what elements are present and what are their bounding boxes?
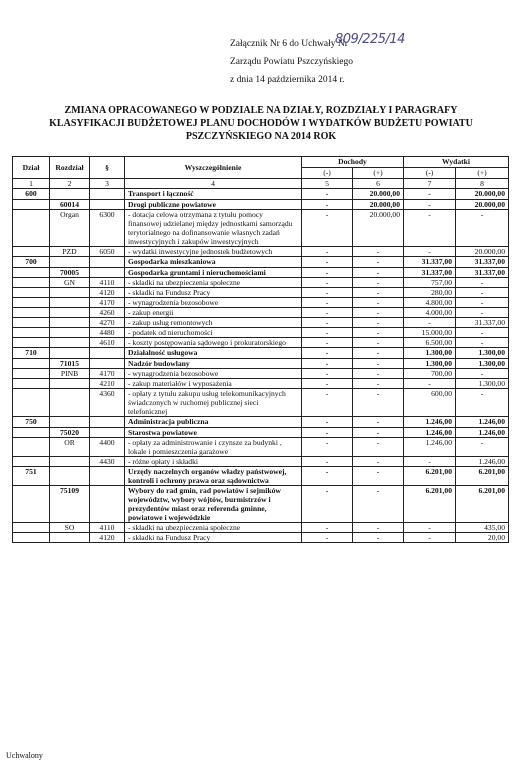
table-row bbox=[13, 308, 509, 318]
cell-description: Wybory do rad gmin, rad powiatów i sejmików województw, wybory wójtów, burmistrzów i prezydentów miast oraz referenda gminne, powiatowe i wojewódzkie bbox=[125, 486, 302, 523]
table-row bbox=[13, 486, 509, 523]
cell-wydatki-plus: 31.337,00 bbox=[456, 257, 509, 268]
cell-dzial: 700 bbox=[13, 257, 50, 268]
table-row bbox=[13, 438, 509, 457]
cell-dochody-plus: 20.000,00 bbox=[353, 189, 404, 200]
cell-dochody-minus: - bbox=[302, 318, 353, 328]
cell-rozdzial: 71015 bbox=[50, 359, 90, 369]
cell-wydatki-minus: - bbox=[404, 189, 456, 200]
table-row bbox=[13, 247, 509, 257]
cell-dochody-minus: - bbox=[302, 379, 353, 389]
table-row bbox=[13, 257, 509, 268]
table-row bbox=[13, 379, 509, 389]
header-wyszczegolnienie: Wyszczególnienie bbox=[125, 157, 302, 179]
cell-paragraf bbox=[90, 348, 125, 359]
cell-dochody-plus: - bbox=[353, 318, 404, 328]
cell-dzial bbox=[13, 328, 50, 338]
cell-dzial bbox=[13, 278, 50, 288]
cell-dzial bbox=[13, 369, 50, 379]
table-row bbox=[13, 369, 509, 379]
cell-dochody-plus: - bbox=[353, 523, 404, 533]
cell-dochody-plus: - bbox=[353, 389, 404, 417]
cell-wydatki-minus: 31.337,00 bbox=[404, 268, 456, 278]
cell-dochody-minus: - bbox=[302, 348, 353, 359]
header-paragraf: § bbox=[90, 157, 125, 179]
cell-dzial: 600 bbox=[13, 189, 50, 200]
cell-description: - podatek od nieruchomości bbox=[125, 328, 302, 338]
cell-dzial bbox=[13, 308, 50, 318]
table-row bbox=[13, 523, 509, 533]
cell-dochody-minus: - bbox=[302, 200, 353, 210]
cell-dochody-plus: - bbox=[353, 438, 404, 457]
cell-paragraf: 4120 bbox=[90, 533, 125, 543]
cell-description: - wydatki inwestycyjne jednostek budżetowych bbox=[125, 247, 302, 257]
cell-rozdzial bbox=[50, 338, 90, 348]
cell-description: - składki na ubezpieczenia społeczne bbox=[125, 278, 302, 288]
cell-wydatki-plus: 1.300,00 bbox=[456, 348, 509, 359]
cell-dochody-plus: - bbox=[353, 417, 404, 428]
cell-wydatki-plus: - bbox=[456, 328, 509, 338]
cell-wydatki-minus: 6.201,00 bbox=[404, 486, 456, 523]
cell-wydatki-minus: 1.300,00 bbox=[404, 359, 456, 369]
cell-dzial bbox=[13, 533, 50, 543]
cell-paragraf: 4120 bbox=[90, 288, 125, 298]
cell-dochody-minus: - bbox=[302, 247, 353, 257]
cell-dzial bbox=[13, 523, 50, 533]
table-row bbox=[13, 467, 509, 486]
cell-dochody-minus: - bbox=[302, 308, 353, 318]
cell-dochody-plus: 20.000,00 bbox=[353, 200, 404, 210]
cell-paragraf: 4170 bbox=[90, 369, 125, 379]
cell-wydatki-minus: - bbox=[404, 200, 456, 210]
cell-wydatki-minus: 1.246,00 bbox=[404, 417, 456, 428]
attachment-label: Załącznik Nr 6 do Uchwały Nr bbox=[230, 39, 348, 49]
cell-paragraf bbox=[90, 486, 125, 523]
cell-dzial bbox=[13, 486, 50, 523]
cell-wydatki-plus: - bbox=[456, 438, 509, 457]
cell-wydatki-minus: - bbox=[404, 523, 456, 533]
table-row bbox=[13, 417, 509, 428]
cell-rozdzial: 75020 bbox=[50, 428, 90, 438]
cell-paragraf: 4360 bbox=[90, 389, 125, 417]
cell-dzial bbox=[13, 298, 50, 308]
header-wydatki-minus: (-) bbox=[404, 168, 456, 179]
cell-dochody-plus: - bbox=[353, 338, 404, 348]
cell-dochody-minus: - bbox=[302, 210, 353, 247]
header-dochody-plus: (+) bbox=[353, 168, 404, 179]
cell-wydatki-plus: 6.201,00 bbox=[456, 486, 509, 523]
table-row bbox=[13, 457, 509, 467]
cell-dochody-plus: - bbox=[353, 359, 404, 369]
cell-paragraf: 4400 bbox=[90, 438, 125, 457]
cell-dzial bbox=[13, 318, 50, 328]
cell-rozdzial bbox=[50, 189, 90, 200]
cell-dochody-plus: - bbox=[353, 348, 404, 359]
cell-wydatki-plus: - bbox=[456, 298, 509, 308]
column-number: 6 bbox=[353, 179, 404, 189]
document-title: ZMIANA OPRACOWANEGO W PODZIALE NA DZIAŁY, ROZDZIAŁY I PARAGRAFY KLASYFIKACJI BUDŻETOWEJ PLANU DOCHODÓW I WYDATKÓW BUDŻETU POWIATU PSZCZYŃSKIEGO NA 2014 ROK bbox=[49, 105, 473, 142]
cell-dochody-minus: - bbox=[302, 457, 353, 467]
cell-dochody-minus: - bbox=[302, 268, 353, 278]
header-dzial: Dział bbox=[13, 157, 50, 179]
cell-rozdzial: OR bbox=[50, 438, 90, 457]
cell-wydatki-plus: 31.337,00 bbox=[456, 318, 509, 328]
cell-rozdzial: SO bbox=[50, 523, 90, 533]
cell-dzial bbox=[13, 428, 50, 438]
cell-paragraf: 4210 bbox=[90, 379, 125, 389]
cell-paragraf: 4610 bbox=[90, 338, 125, 348]
cell-wydatki-plus: - bbox=[456, 288, 509, 298]
cell-dochody-plus: - bbox=[353, 428, 404, 438]
cell-description: - opłaty za administrowanie i czynsze za budynki , lokale i pomieszczenia garażowe bbox=[125, 438, 302, 457]
cell-wydatki-minus: 757,00 bbox=[404, 278, 456, 288]
table-row bbox=[13, 533, 509, 543]
cell-wydatki-minus: 4.800,00 bbox=[404, 298, 456, 308]
cell-rozdzial bbox=[50, 389, 90, 417]
cell-paragraf bbox=[90, 189, 125, 200]
cell-dochody-minus: - bbox=[302, 257, 353, 268]
cell-description: - koszty postępowania sądowego i prokuratorskiego bbox=[125, 338, 302, 348]
resolution-date: z dnia 14 października 2014 r. bbox=[230, 75, 345, 85]
cell-wydatki-minus: - bbox=[404, 379, 456, 389]
cell-dochody-plus: - bbox=[353, 257, 404, 268]
cell-dochody-minus: - bbox=[302, 438, 353, 457]
cell-dochody-minus: - bbox=[302, 533, 353, 543]
cell-rozdzial: PINB bbox=[50, 369, 90, 379]
table-row bbox=[13, 338, 509, 348]
header-wydatki-plus: (+) bbox=[456, 168, 509, 179]
table-row bbox=[13, 328, 509, 338]
cell-wydatki-plus: - bbox=[456, 389, 509, 417]
cell-description: - wynagrodzenia bezosobowe bbox=[125, 369, 302, 379]
table-row bbox=[13, 318, 509, 328]
header-dochody-minus: (-) bbox=[302, 168, 353, 179]
table-row bbox=[13, 278, 509, 288]
cell-paragraf: 4430 bbox=[90, 457, 125, 467]
handwritten-resolution-number: 809/225/14 bbox=[335, 32, 405, 47]
cell-dochody-minus: - bbox=[302, 428, 353, 438]
cell-paragraf: 6050 bbox=[90, 247, 125, 257]
cell-wydatki-plus: 20.000,00 bbox=[456, 189, 509, 200]
cell-wydatki-minus: - bbox=[404, 457, 456, 467]
cell-description: Drogi publiczne powiatowe bbox=[125, 200, 302, 210]
cell-dzial bbox=[13, 200, 50, 210]
cell-wydatki-minus: 1.300,00 bbox=[404, 348, 456, 359]
cell-description: - opłaty z tytułu zakupu usług telekomunikacyjnych świadczonych w ruchomej publicznej sieci telefonicznej bbox=[125, 389, 302, 417]
cell-paragraf bbox=[90, 417, 125, 428]
cell-wydatki-plus: 1.246,00 bbox=[456, 417, 509, 428]
cell-description: Działalność usługowa bbox=[125, 348, 302, 359]
cell-paragraf bbox=[90, 257, 125, 268]
cell-dochody-minus: - bbox=[302, 523, 353, 533]
cell-wydatki-minus: 700,00 bbox=[404, 369, 456, 379]
header-dochody: Dochody bbox=[302, 157, 404, 168]
cell-paragraf bbox=[90, 268, 125, 278]
cell-wydatki-plus: - bbox=[456, 338, 509, 348]
column-number: 3 bbox=[90, 179, 125, 189]
cell-rozdzial bbox=[50, 467, 90, 486]
cell-rozdzial bbox=[50, 533, 90, 543]
cell-wydatki-plus: 1.246,00 bbox=[456, 428, 509, 438]
cell-wydatki-plus: 1.246,00 bbox=[456, 457, 509, 467]
table-row bbox=[13, 200, 509, 210]
cell-wydatki-plus: 20.000,00 bbox=[456, 200, 509, 210]
cell-wydatki-minus: - bbox=[404, 533, 456, 543]
cell-rozdzial bbox=[50, 257, 90, 268]
cell-dochody-plus: - bbox=[353, 247, 404, 257]
cell-rozdzial bbox=[50, 379, 90, 389]
table-row bbox=[13, 210, 509, 247]
cell-dzial: 750 bbox=[13, 417, 50, 428]
cell-dochody-minus: - bbox=[302, 486, 353, 523]
cell-dochody-plus: - bbox=[353, 308, 404, 318]
cell-dochody-plus: - bbox=[353, 369, 404, 379]
cell-paragraf: 4110 bbox=[90, 278, 125, 288]
cell-wydatki-minus: 6.500,00 bbox=[404, 338, 456, 348]
cell-wydatki-plus: 31.337,00 bbox=[456, 268, 509, 278]
cell-wydatki-minus: - bbox=[404, 318, 456, 328]
cell-paragraf: 4270 bbox=[90, 318, 125, 328]
cell-wydatki-plus: 435,00 bbox=[456, 523, 509, 533]
cell-dochody-minus: - bbox=[302, 369, 353, 379]
cell-paragraf bbox=[90, 359, 125, 369]
cell-rozdzial: 70005 bbox=[50, 268, 90, 278]
column-number: 1 bbox=[13, 179, 50, 189]
cell-dochody-minus: - bbox=[302, 467, 353, 486]
cell-dochody-plus: - bbox=[353, 298, 404, 308]
cell-paragraf bbox=[90, 200, 125, 210]
column-number: 7 bbox=[404, 179, 456, 189]
cell-description: Gospodarka gruntami i nieruchomościami bbox=[125, 268, 302, 278]
cell-dochody-plus: - bbox=[353, 467, 404, 486]
cell-wydatki-plus: - bbox=[456, 278, 509, 288]
cell-dochody-plus: - bbox=[353, 288, 404, 298]
cell-dochody-plus: - bbox=[353, 457, 404, 467]
cell-dochody-minus: - bbox=[302, 298, 353, 308]
cell-dochody-plus: - bbox=[353, 379, 404, 389]
cell-dzial: 751 bbox=[13, 467, 50, 486]
cell-rozdzial bbox=[50, 417, 90, 428]
cell-paragraf bbox=[90, 428, 125, 438]
cell-dochody-minus: - bbox=[302, 359, 353, 369]
cell-wydatki-minus: 4.000,00 bbox=[404, 308, 456, 318]
cell-rozdzial: 75109 bbox=[50, 486, 90, 523]
cell-description: - różne opłaty i składki bbox=[125, 457, 302, 467]
cell-dochody-minus: - bbox=[302, 189, 353, 200]
cell-description: - zakup energii bbox=[125, 308, 302, 318]
cell-rozdzial bbox=[50, 318, 90, 328]
cell-dochody-minus: - bbox=[302, 328, 353, 338]
cell-dzial bbox=[13, 288, 50, 298]
table-row bbox=[13, 359, 509, 369]
cell-rozdzial bbox=[50, 348, 90, 359]
cell-wydatki-minus: - bbox=[404, 247, 456, 257]
table-row bbox=[13, 348, 509, 359]
table-row bbox=[13, 298, 509, 308]
column-number: 2 bbox=[50, 179, 90, 189]
cell-paragraf: 6300 bbox=[90, 210, 125, 247]
cell-wydatki-minus: 6.201,00 bbox=[404, 467, 456, 486]
cell-dochody-plus: - bbox=[353, 278, 404, 288]
cell-wydatki-minus: - bbox=[404, 210, 456, 247]
cell-dzial bbox=[13, 379, 50, 389]
cell-dzial bbox=[13, 438, 50, 457]
cell-wydatki-plus: 20,00 bbox=[456, 533, 509, 543]
cell-dzial bbox=[13, 268, 50, 278]
cell-dochody-minus: - bbox=[302, 389, 353, 417]
budget-table bbox=[12, 156, 509, 543]
cell-description: Urzędy naczelnych organów władzy państwowej, kontroli i ochrony prawa oraz sądownictwa bbox=[125, 467, 302, 486]
cell-paragraf bbox=[90, 467, 125, 486]
column-number: 4 bbox=[125, 179, 302, 189]
cell-wydatki-plus: - bbox=[456, 369, 509, 379]
cell-rozdzial: 60014 bbox=[50, 200, 90, 210]
cell-dochody-plus: - bbox=[353, 533, 404, 543]
cell-dzial bbox=[13, 210, 50, 247]
cell-wydatki-plus: - bbox=[456, 210, 509, 247]
table-row bbox=[13, 268, 509, 278]
cell-description: Nadzór budowlany bbox=[125, 359, 302, 369]
cell-description: - składki na Fundusz Pracy bbox=[125, 533, 302, 543]
cell-dzial: 710 bbox=[13, 348, 50, 359]
cell-rozdzial bbox=[50, 457, 90, 467]
cell-dzial bbox=[13, 359, 50, 369]
cell-wydatki-plus: 20.000,00 bbox=[456, 247, 509, 257]
cell-rozdzial: Organ bbox=[50, 210, 90, 247]
table-row bbox=[13, 288, 509, 298]
cell-description: - zakup materiałów i wyposażenia bbox=[125, 379, 302, 389]
cell-description: Starostwa powiatowe bbox=[125, 428, 302, 438]
header-wydatki: Wydatki bbox=[404, 157, 509, 168]
table-row bbox=[13, 389, 509, 417]
cell-rozdzial bbox=[50, 298, 90, 308]
cell-rozdzial bbox=[50, 288, 90, 298]
board-name: Zarządu Powiatu Pszczyńskiego bbox=[230, 57, 353, 67]
cell-dochody-plus: 20.000,00 bbox=[353, 210, 404, 247]
cell-wydatki-minus: 600,00 bbox=[404, 389, 456, 417]
cell-dochody-plus: - bbox=[353, 268, 404, 278]
cell-dochody-minus: - bbox=[302, 338, 353, 348]
cell-dochody-minus: - bbox=[302, 288, 353, 298]
cell-rozdzial: GN bbox=[50, 278, 90, 288]
cell-dzial bbox=[13, 247, 50, 257]
cell-description: Transport i łączność bbox=[125, 189, 302, 200]
cell-dochody-minus: - bbox=[302, 417, 353, 428]
cell-wydatki-plus: 1.300,00 bbox=[456, 359, 509, 369]
cell-description: - dotacja celowa otrzymana z tytułu pomocy finansowej udzielanej między jednostkami samorządu terytorialnego na dofinansowanie własnych zadań inwestycyjnych i zakupów inwestycyjnych bbox=[125, 210, 302, 247]
cell-paragraf: 4260 bbox=[90, 308, 125, 318]
column-number: 5 bbox=[302, 179, 353, 189]
cell-paragraf: 4110 bbox=[90, 523, 125, 533]
cell-wydatki-plus: 6.201,00 bbox=[456, 467, 509, 486]
cell-description: Administracja publiczna bbox=[125, 417, 302, 428]
column-number: 8 bbox=[456, 179, 509, 189]
cell-description: - składki na ubezpieczenia społeczne bbox=[125, 523, 302, 533]
cell-dochody-plus: - bbox=[353, 486, 404, 523]
cell-wydatki-minus: 1.246,00 bbox=[404, 428, 456, 438]
cell-description: Gospodarka mieszkaniowa bbox=[125, 257, 302, 268]
footer-status: Uchwalony bbox=[6, 751, 43, 760]
cell-rozdzial: PZD bbox=[50, 247, 90, 257]
cell-dzial bbox=[13, 389, 50, 417]
header-rozdzial: Rozdział bbox=[50, 157, 90, 179]
cell-wydatki-minus: 280,00 bbox=[404, 288, 456, 298]
cell-description: - składki na Fundusz Pracy bbox=[125, 288, 302, 298]
cell-wydatki-minus: 31.337,00 bbox=[404, 257, 456, 268]
table-row bbox=[13, 428, 509, 438]
cell-dzial bbox=[13, 338, 50, 348]
cell-description: - zakup usług remontowych bbox=[125, 318, 302, 328]
cell-paragraf: 4480 bbox=[90, 328, 125, 338]
table-row bbox=[13, 189, 509, 200]
cell-wydatki-plus: - bbox=[456, 308, 509, 318]
cell-paragraf: 4170 bbox=[90, 298, 125, 308]
cell-wydatki-plus: 1.300,00 bbox=[456, 379, 509, 389]
cell-rozdzial bbox=[50, 308, 90, 318]
cell-dochody-minus: - bbox=[302, 278, 353, 288]
cell-wydatki-minus: 15.000,00 bbox=[404, 328, 456, 338]
cell-dochody-plus: - bbox=[353, 328, 404, 338]
cell-wydatki-minus: 1.246,00 bbox=[404, 438, 456, 457]
cell-rozdzial bbox=[50, 328, 90, 338]
cell-dzial bbox=[13, 457, 50, 467]
cell-description: - wynagrodzenia bezosobowe bbox=[125, 298, 302, 308]
